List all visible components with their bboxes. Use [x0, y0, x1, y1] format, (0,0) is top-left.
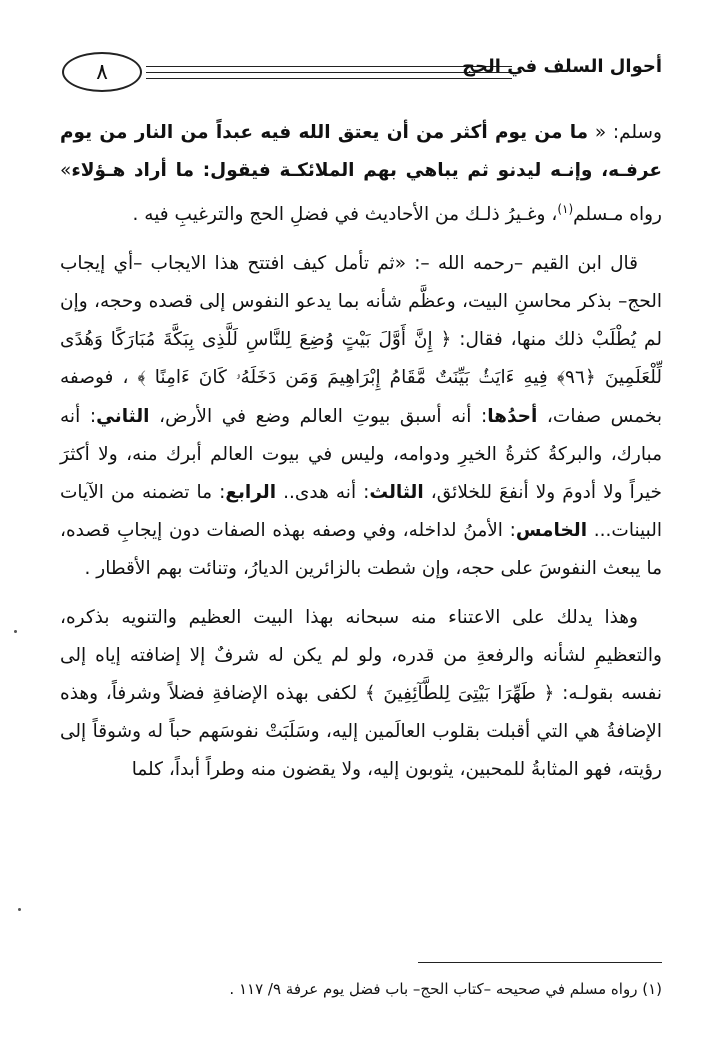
text-run: : أنه مبارك، والبركةُ كثرةُ الخيرِ ودوامه، وليس في بيوت العالم أبرك منه، ولا أكثرَ خيراً ولا أدومَ ولا أنفعَ للخلائق، [60, 405, 662, 503]
scan-speck [18, 908, 21, 911]
paragraph [60, 245, 662, 589]
page-number: ٨ [96, 59, 108, 85]
page-header [62, 52, 662, 96]
body-text [60, 114, 662, 790]
running-title: أحوال السلف في الحج [462, 56, 662, 77]
text-run: وسلم: « [588, 122, 662, 143]
text-run: ، فوصفه بخمس صفات، [60, 367, 663, 427]
text-run: » رواه مـسلم [60, 160, 662, 226]
text-run: لكفى بهذه الإضافةِ فضلاً وشرفاً، وهذه الإضافةُ هي التي أقبلت بقلوب العالَمين إليه، وسَلَبَتْ نفوسَهم حباً له وشوقاً إلى رؤيته، فهو المثابةُ للمحبين، يثوبون إليه، ولا يقضون منه وطراً أبداً، كلما [60, 683, 662, 781]
header-rule [146, 78, 512, 79]
header-rule [146, 66, 512, 67]
text-run: : أنه أسبق بيوتِ العالم وضع في الأرض، [149, 405, 488, 427]
quran-verse: ﴿ إِنَّ أَوَّلَ بَيْتٍ وُضِعَ لِلنَّاسِ لَلَّذِى بِبَكَّةَ مُبَارَكًا وَهُدًى لِّلْعَلَمِينَ ﴿٩٦﴾ فِيهِ ءَايَتُۢ بَيِّنَتٌ مَّقَامُ إِبْرَاهِيمَ وَمَن دَخَلَهُۥ كَانَ ءَامِنًا ﴾ [60, 329, 662, 389]
text-run: الرابع [225, 481, 277, 503]
text-run: : الأمنُ لداخله، وفي وصفه بهذه الصفات دون إيجابِ قصده، ما يبعث النفوسَ على حجه، وإن شطت بالزائرين الديارُ، وتنائت بهم الأقطار . [60, 520, 662, 580]
text-run: ما من يوم أكثر من أن يعتق الله فيه عبداً من النار من يوم عرفـه، وإنـه ليدنو ثم يباهي بهم الملائكـة فيقول: ما أراد هـؤلاء [60, 122, 662, 182]
footnote-separator [418, 962, 662, 963]
paragraph [60, 599, 662, 790]
text-run: قال ابن القيم –رحمه الله –: «ثم تأمل كيف افتتح هذا الايجاب –أي إيجاب الحج– بذكر محاسنِ البيت، وعظَّم شأنه بما يدعو النفوس إلى قصده وحجه، وإن لم يُطْلَبْ ذلك منها، فقال: [60, 252, 662, 351]
header-rule [146, 72, 512, 73]
text-run: : ما تضمنه من الآيات البينات... [60, 481, 662, 542]
footnote-ref: (١) [557, 202, 574, 217]
paragraph [60, 114, 662, 235]
text-run: الثالث [369, 481, 424, 503]
footnote: (١) رواه مسلم في صحيحه –كتاب الحج– باب فضل يوم عرفة ٩/ ١١٧ . [229, 980, 662, 998]
text-run: : أنه هدى.. [276, 481, 370, 503]
text-run: وهذا يدلك على الاعتناء منه سبحانه بهذا البيت العظيم والتنويه بذكره، والتعظيمِ لشأنه والرفعةِ من قدره، ولو لم يكن له شرفٌ إلا إضافته إياه إلى نفسه بقولـه: [60, 606, 662, 704]
quran-verse: ﴿ طَهِّرَا بَيْتِىَ لِلطَّآئِفِينَ ﴾ [364, 683, 555, 704]
text-run: الثاني [96, 405, 150, 427]
text-run: الخامس [515, 520, 588, 542]
scan-speck [14, 630, 17, 633]
page-number-oval [62, 52, 142, 92]
text-run: ، وغـيرُ ذلـك من الأحاديث في فضلِ الحج والترغيبِ فيه . [132, 204, 558, 226]
text-run: أحدُها [487, 405, 538, 427]
